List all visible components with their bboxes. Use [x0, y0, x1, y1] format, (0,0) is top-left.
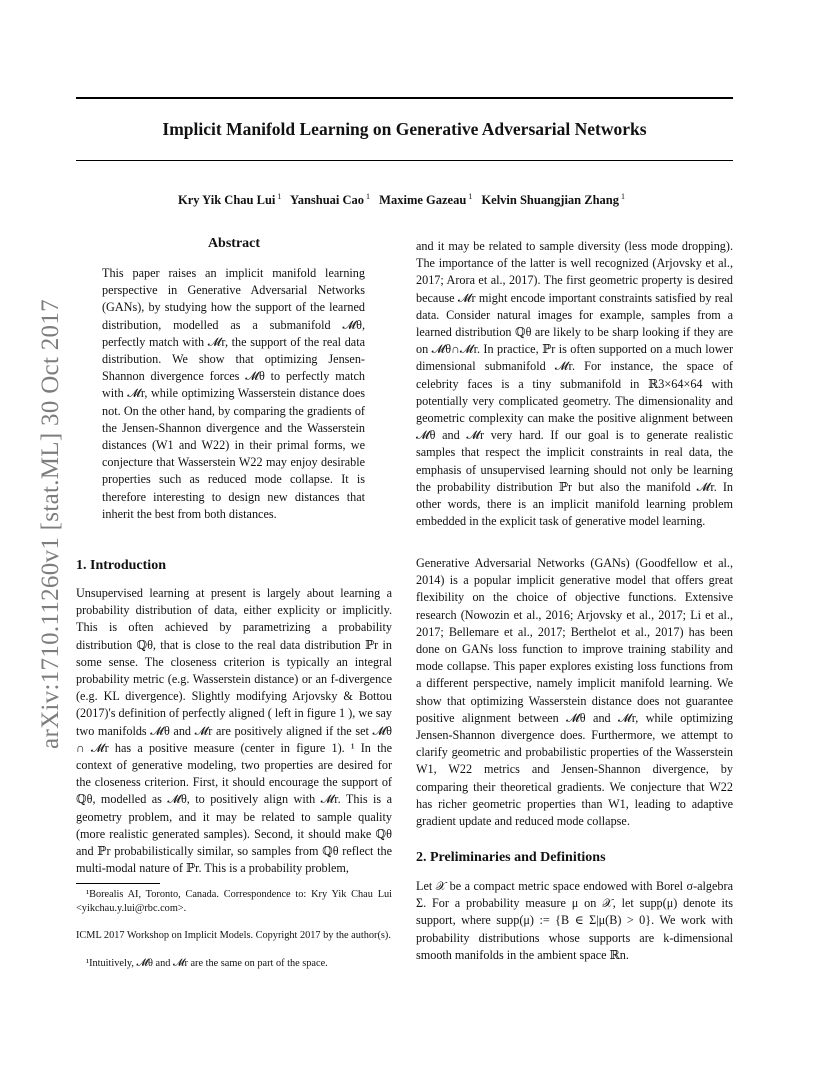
affiliation-mark: 1: [468, 192, 473, 201]
footnote-affiliation-text: ¹Borealis AI, Toronto, Canada. Correspondence to: Kry Yik Chau Lui <yikchau.y.lui@rbc.com>.: [76, 889, 392, 914]
footnote-workshop-text: ICML 2017 Workshop on Implicit Models. Copyright 2017 by the author(s).: [76, 930, 391, 941]
right-paragraph-2-text: Generative Adversarial Networks (GANs) (Goodfellow et al., 2014) is a popular implicit generative model that offers great flexibility on the choice of objective functions. Extensive research (Nowozin et al., 2016; Arjovsky et al., 2017; Li et al., 2017; Bellemare et al., 2017; Berthelot et al., 2017) has been done on GANs loss function to improve training stability and mode collapse. This paper explores existing loss functions from a different perspective, namely implicit manifold learning. We show that optimizing Wasserstein distance does not guarantee positive alignment between 𝓜θ and 𝓜r, while optimizing Jensen-Shannon divergence does. Furthermore, we attempt to clarify geometric and probabilistic properties of the Wasserstein W1, W22 metrics and Jensen-Shannon divergence, by comparing their theoretical gradients. We conjecture that W22 has richer geometric properties than W1, leading to adaptive gradient update and reduced mode collapse.: [416, 556, 733, 829]
author-list: [76, 192, 733, 208]
footnote-affiliation: [76, 888, 392, 916]
right-paragraph-1: [416, 238, 733, 530]
top-rule: [76, 97, 733, 99]
footnote-1: [76, 957, 392, 971]
preliminaries-body: [416, 878, 733, 964]
section-heading-preliminaries: 2. Preliminaries and Definitions: [416, 850, 606, 865]
right-paragraph-1-text: and it may be related to sample diversity (less mode dropping). The importance of the latter is well recognized (Arjovsky et al., 2017; Arora et al., 2017). The first geometric property is desired because 𝓜r might encode important constraints satisfied by real data. Consider natural images for example, samples from a learned distribution ℚθ are likely to be sharp looking if they are on 𝓜θ∩𝓜r. In practice, ℙr is often supported on a much lower dimensional submanifold 𝓜r. For instance, the space of celebrity faces is a tiny submanifold in ℝ3×64×64 with potentially very complicated geometry. The dimensionality and geometric complexity can make the positive alignment between 𝓜θ and 𝓜r very hard. If our goal is to generate realistic samples that respect the implicit constraints in real data, the emphasis of unsupervised learning should not only be learning the probability distribution ℙr but also the manifold 𝓜r. In other words, there is an implicit manifold learning problem embedded in the explicit task of generative model learning.: [416, 239, 733, 529]
affiliation-mark: 1: [277, 192, 282, 201]
paper-title: Implicit Manifold Learning on Generative Adversarial Networks: [162, 119, 647, 139]
arxiv-stamp: arXiv:1710.11260v1 [stat.ML] 30 Oct 2017: [37, 299, 64, 749]
title-rule: [76, 160, 733, 161]
author-name: Kelvin Shuangjian Zhang: [481, 193, 619, 208]
footnote-workshop: [76, 929, 392, 943]
author-name: Kry Yik Chau Lui: [178, 193, 276, 208]
preliminaries-text: Let 𝒳 be a compact metric space endowed with Borel σ-algebra Σ. For a probability measure μ on 𝒳, let supp(μ) denote its support, where supp(μ) := {B ∈ Σ|μ(B) > 0}. We work with probability distributions whose supports are k-dimensional smooth manifolds in the ambient space ℝn.: [416, 879, 733, 962]
affiliation-mark: 1: [366, 192, 371, 201]
author-name: Maxime Gazeau: [379, 193, 467, 208]
abstract-heading: Abstract: [207, 236, 261, 251]
affiliation-mark: 1: [621, 192, 625, 201]
right-paragraph-2: [416, 555, 733, 830]
introduction-text: Unsupervised learning at present is largely about learning a probability distribution of data, either explicity or implicitly. This is often achieved by parametrizing a probability distribution ℚθ, that is close to the real data distribution ℙr in some sense. The closeness criterion is typically an integral probability metric (e.g. Wasserstein distance) or an f-divergence (e.g. KL divergence). Slightly modifying Arjovsky & Bottou (2017)'s definition of perfectly aligned ( left in figure 1 ), we say two manifolds 𝓜θ and 𝓜r are positively aligned if the set 𝓜θ ∩ 𝓜r has a positive measure (center in figure 1). ¹ In the context of generative modeling, two properties are desired for the closeness criterion. First, it should encourage the support of ℚθ, modelled as 𝓜θ, to positively align with 𝓜r. This is a geometry problem, and it may be related to sample quality (more realistic generated samples). Second, it should make ℚθ and ℙr probabilistically similar, so samples from ℚθ reflect the multi-modal nature of ℙr. This is a probability problem,: [76, 586, 392, 876]
footnote-rule: [76, 883, 160, 884]
author-name: Yanshuai Cao: [290, 193, 365, 208]
footnote-1-text: ¹Intuitively, 𝓜θ and 𝓜r are the same on part of the space.: [86, 958, 328, 969]
abstract-body: [102, 265, 365, 523]
introduction-body: [76, 585, 392, 877]
abstract-text: This paper raises an implicit manifold learning perspective in Generative Adversarial Networks (GANs), by studying how the support of the learned distribution, modelled as a submanifold 𝓜θ, perfectly match with 𝓜r, the support of the real data distribution. We show that optimizing Jensen-Shannon divergence forces 𝓜θ to perfectly match with 𝓜r, while optimizing Wasserstein distance does not. On the other hand, by comparing the gradients of the Jensen-Shannon divergence and the Wasserstein distances (W1 and W22) in their primal forms, we conjecture that Wasserstein W22 may enjoy desirable properties such as reduced mode collapse. It is therefore interesting to design new distances that inherit the best from both distances.: [102, 266, 365, 521]
section-heading-introduction: 1. Introduction: [76, 558, 166, 573]
